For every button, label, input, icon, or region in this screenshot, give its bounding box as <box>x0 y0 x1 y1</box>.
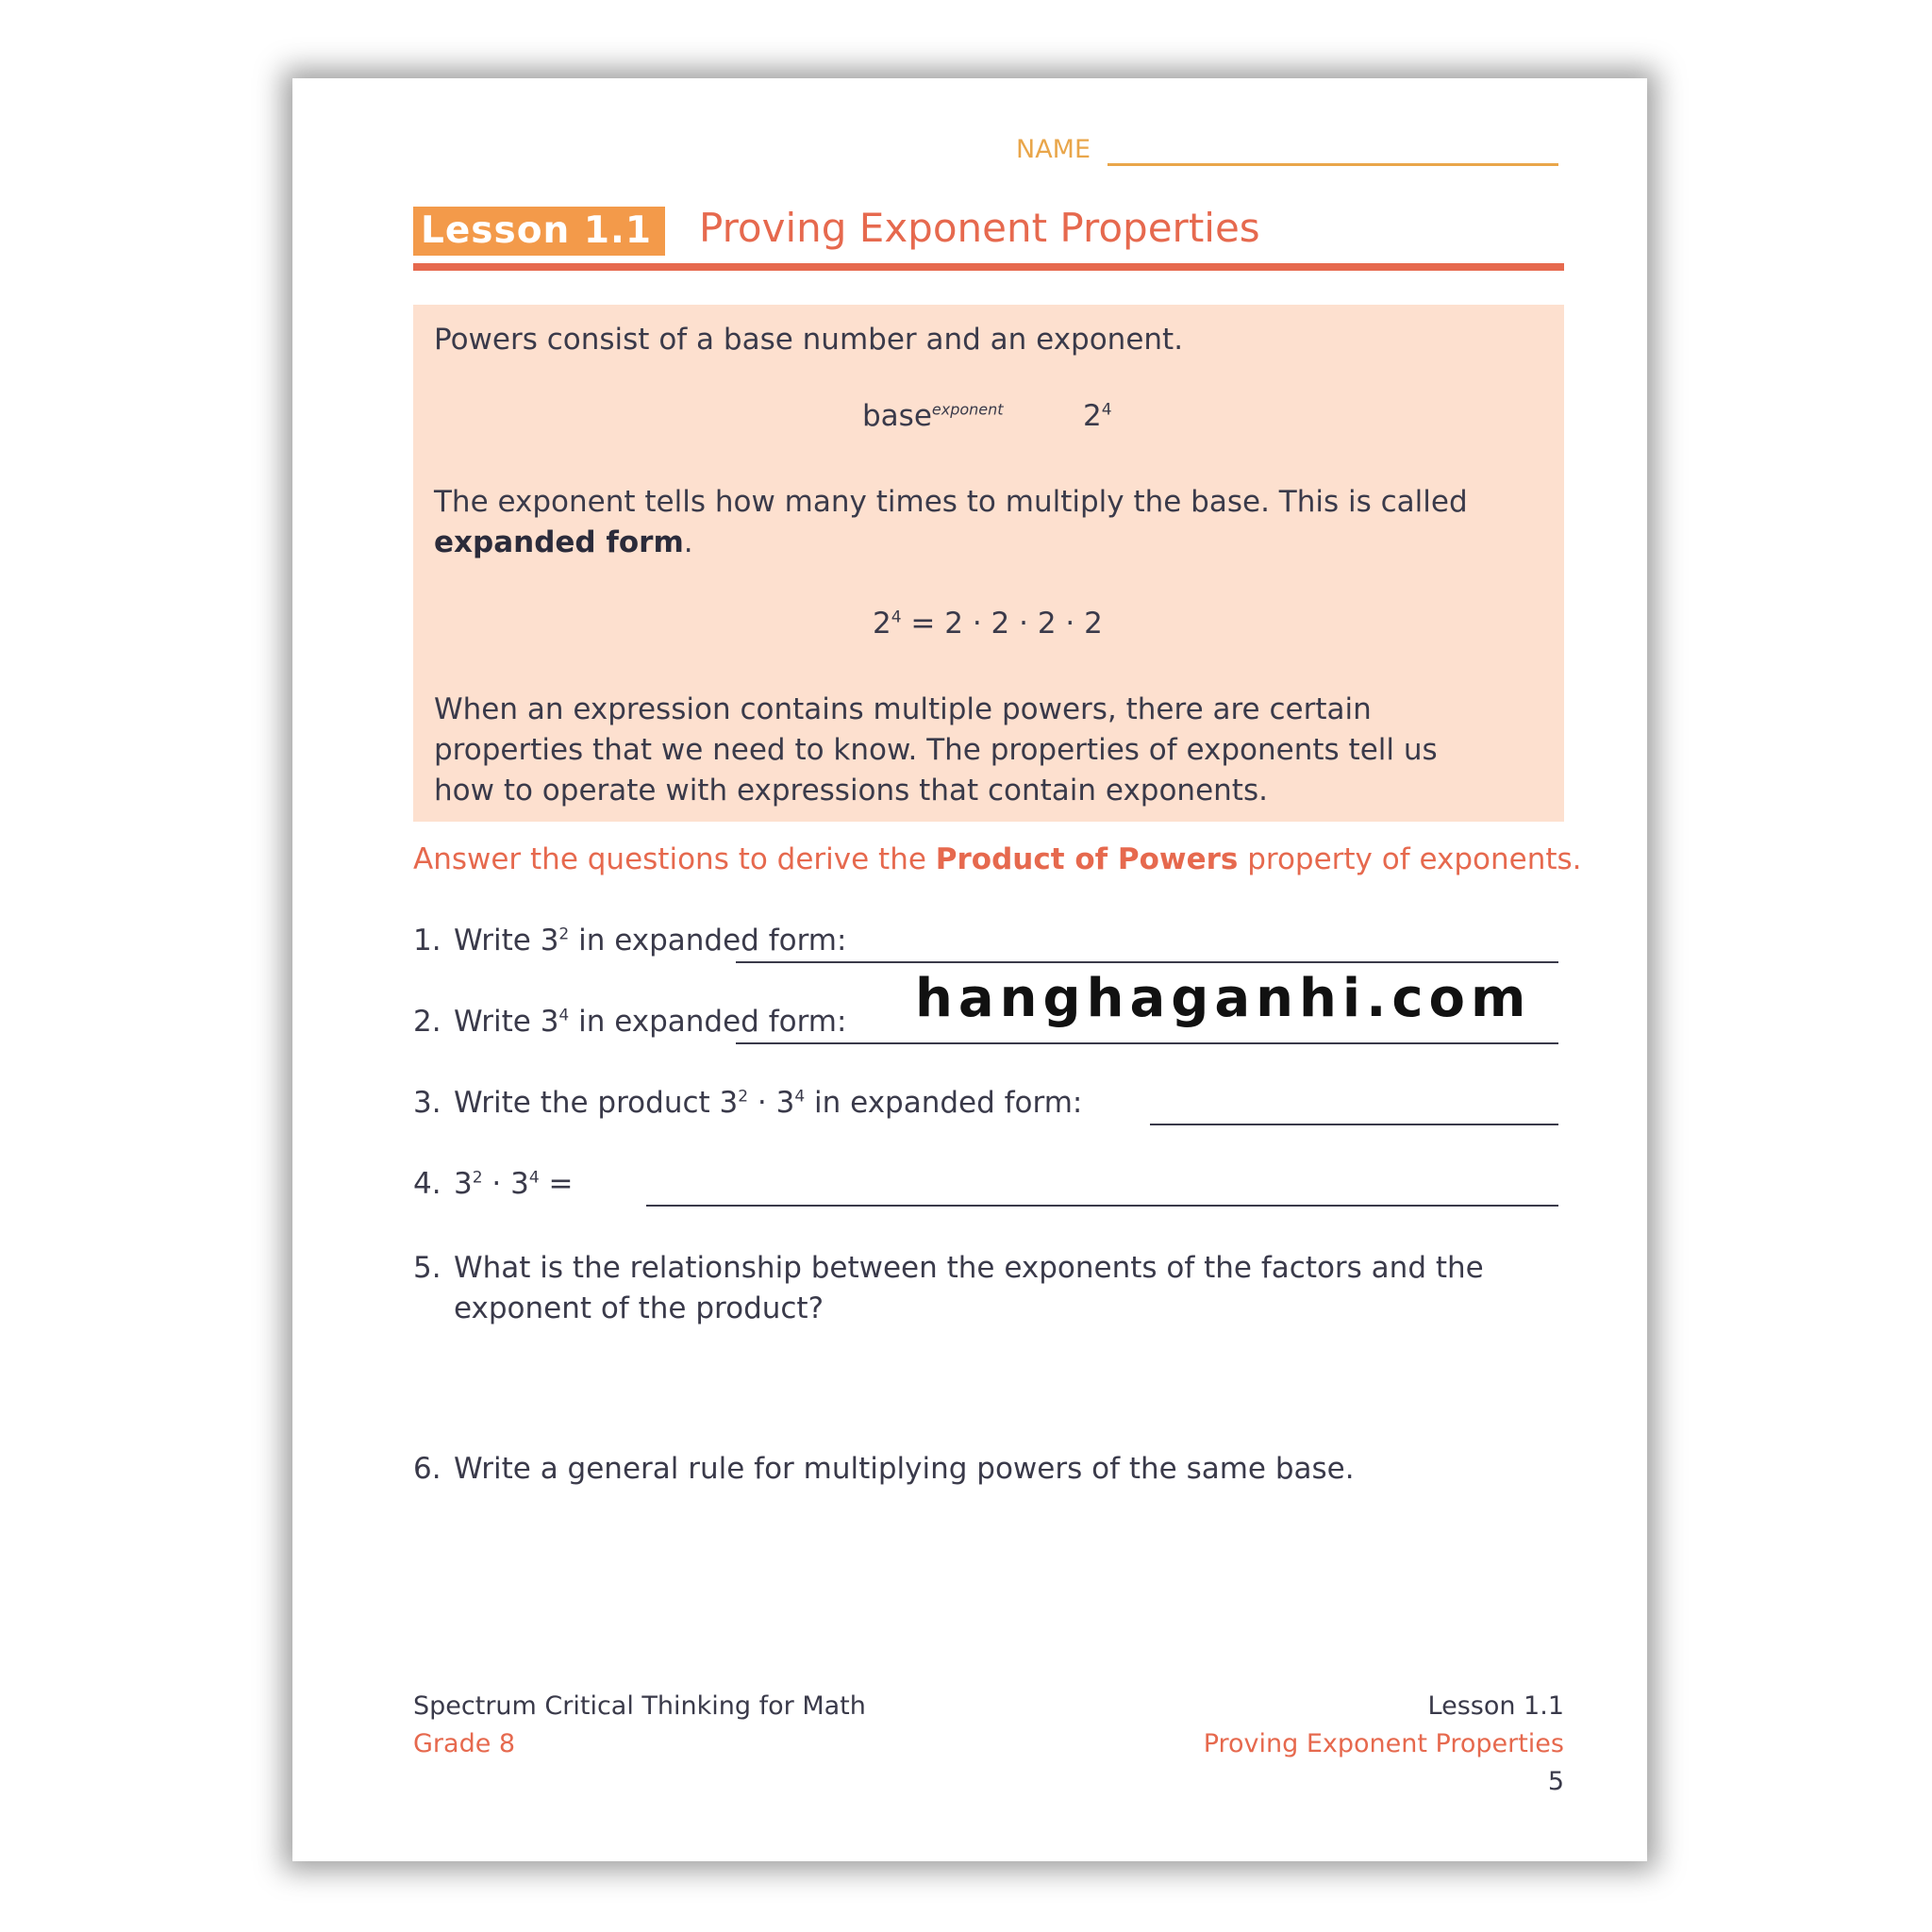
watermark-text: hanghaganhi.com <box>915 968 1532 1029</box>
expanded-rhs: = 2 · 2 · 2 · 2 <box>901 607 1103 641</box>
question-number: 2. <box>413 1005 441 1039</box>
formula-base-text: base <box>862 399 932 433</box>
page-number: 5 <box>1547 1767 1564 1796</box>
q4-exp2: 4 <box>528 1168 540 1188</box>
expanded-exp: 4 <box>891 608 902 627</box>
q5-text: What is the relationship between the exponents of the factors and the exponent of the product? <box>454 1251 1484 1325</box>
q2-post: in expanded form: <box>569 1005 847 1039</box>
footer-grade: Grade 8 <box>413 1729 516 1758</box>
q2-exp: 4 <box>558 1006 570 1025</box>
answer-line-4[interactable] <box>646 1205 1558 1207</box>
intro-paragraph-3: When an expression contains multiple powers, there are certain properties that we need to know. The properties of exponents tell us how to operate with expressions that contain exponents. <box>434 692 1438 808</box>
answer-line-1[interactable] <box>736 961 1558 963</box>
question-1 <box>413 924 846 958</box>
q4-mid: · 3 <box>482 1167 529 1201</box>
p2-end: . <box>683 525 693 559</box>
question-6 <box>413 1452 1355 1486</box>
p2-bold-term: expanded form <box>434 525 684 559</box>
instruction-text <box>413 842 1582 876</box>
q3-mid: · 3 <box>748 1086 795 1120</box>
q4-post: = <box>539 1167 574 1201</box>
q1-post: in expanded form: <box>569 924 847 958</box>
title-divider <box>413 263 1564 271</box>
question-3 <box>413 1086 1082 1120</box>
expanded-base: 2 <box>873 607 891 641</box>
q1-exp: 2 <box>558 924 570 944</box>
footer-lesson: Lesson 1.1 <box>1427 1691 1564 1721</box>
p2-text: The exponent tells how many times to multiply the base. This is called <box>434 485 1468 519</box>
q6-text: Write a general rule for multiplying powers of the same base. <box>454 1452 1355 1486</box>
formula-two-base: 2 <box>1083 399 1102 433</box>
footer-left <box>413 1688 866 1763</box>
q2-pre: Write 3 <box>454 1005 559 1039</box>
q1-pre: Write 3 <box>454 924 559 958</box>
question-number: 4. <box>413 1167 441 1201</box>
name-field-line[interactable] <box>1108 163 1558 166</box>
lesson-badge: Lesson 1.1 <box>413 207 665 256</box>
answer-line-3[interactable] <box>1150 1124 1558 1125</box>
footer-book-title: Spectrum Critical Thinking for Math <box>413 1691 866 1721</box>
question-number: 6. <box>413 1452 441 1486</box>
intro-paragraph-1: Powers consist of a base number and an exponent. <box>434 323 1184 357</box>
question-number: 1. <box>413 924 441 958</box>
formula-exponent-text: exponent <box>931 400 1004 419</box>
question-4 <box>413 1167 574 1201</box>
q3-exp2: 4 <box>794 1087 806 1107</box>
expanded-form-example <box>873 607 1103 641</box>
q3-pre: Write the product 3 <box>454 1086 739 1120</box>
footer-right <box>1204 1688 1564 1801</box>
worksheet-page <box>292 78 1647 1861</box>
instruction-post: property of exponents. <box>1238 842 1582 876</box>
q4-exp1: 2 <box>472 1168 483 1188</box>
q3-exp1: 2 <box>738 1087 749 1107</box>
name-label: NAME <box>1016 135 1091 164</box>
formula-two-power <box>1083 399 1112 433</box>
formula-base-exponent <box>862 399 1004 433</box>
instruction-pre: Answer the questions to derive the <box>413 842 936 876</box>
question-number: 5. <box>413 1251 441 1285</box>
q3-post: in expanded form: <box>805 1086 1083 1120</box>
question-5 <box>413 1248 1564 1329</box>
lesson-title: Proving Exponent Properties <box>699 205 1260 251</box>
footer-lesson-title: Proving Exponent Properties <box>1203 1729 1564 1758</box>
question-2 <box>413 1005 846 1039</box>
instruction-bold: Product of Powers <box>935 842 1239 876</box>
q4-pre: 3 <box>454 1167 473 1201</box>
intro-paragraph-2 <box>434 482 1557 563</box>
answer-line-2[interactable] <box>736 1042 1558 1044</box>
formula-two-exp: 4 <box>1101 400 1112 420</box>
question-number: 3. <box>413 1086 441 1120</box>
